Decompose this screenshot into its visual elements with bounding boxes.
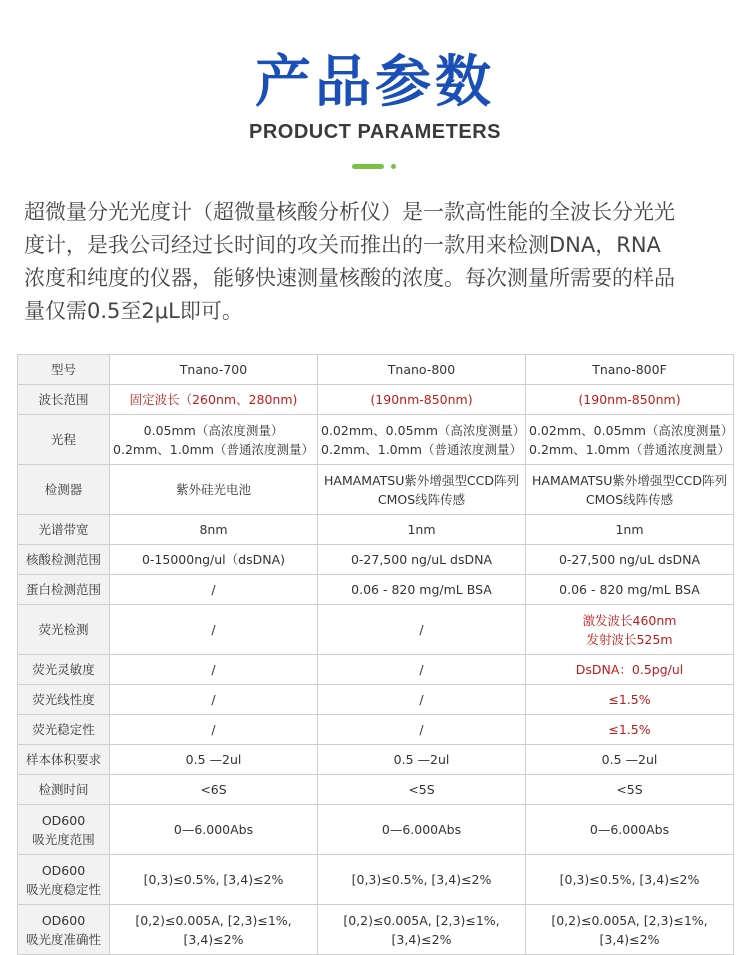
table-cell: 紫外硅光电池 bbox=[110, 465, 318, 515]
table-row bbox=[18, 715, 734, 745]
table-row bbox=[18, 655, 734, 685]
row-label bbox=[18, 855, 110, 905]
cell-line: [0,2)≤0.005A, [2,3)≤1%, bbox=[551, 912, 708, 928]
table-cell: / bbox=[318, 685, 526, 715]
table-row bbox=[18, 905, 734, 955]
row-label bbox=[18, 905, 110, 955]
table-row bbox=[18, 855, 734, 905]
table-header-row bbox=[18, 355, 734, 385]
table-cell bbox=[318, 415, 526, 465]
table-cell: 0—6.000Abs bbox=[110, 805, 318, 855]
table-row bbox=[18, 605, 734, 655]
table-cell: / bbox=[318, 655, 526, 685]
table-cell: 0—6.000Abs bbox=[318, 805, 526, 855]
cell-line: 0.05mm（高浓度测量） bbox=[143, 422, 284, 438]
table-cell: 0.06 - 820 mg/mL BSA bbox=[526, 575, 734, 605]
table-cell: ≤1.5% bbox=[526, 715, 734, 745]
cell-line: 0.02mm、0.05mm（高浓度测量） bbox=[529, 422, 734, 438]
row-label: 样本体积要求 bbox=[18, 745, 110, 775]
table-cell bbox=[318, 905, 526, 955]
table-cell: [0,3)≤0.5%, [3,4)≤2% bbox=[318, 855, 526, 905]
cell-line: 0.2mm、1.0mm（普通浓度测量） bbox=[321, 441, 522, 457]
table-row bbox=[18, 775, 734, 805]
cell-line: CMOS线阵传感 bbox=[585, 491, 674, 507]
table-row bbox=[18, 465, 734, 515]
decoration-dot bbox=[391, 164, 396, 169]
label-line: OD600 bbox=[41, 812, 86, 828]
table-cell bbox=[110, 905, 318, 955]
table-cell: 0.06 - 820 mg/mL BSA bbox=[318, 575, 526, 605]
row-label: 检测时间 bbox=[18, 775, 110, 805]
table-row bbox=[18, 745, 734, 775]
row-label: 检测器 bbox=[18, 465, 110, 515]
table-cell: 1nm bbox=[318, 515, 526, 545]
page-subtitle: PRODUCT PARAMETERS bbox=[249, 121, 501, 143]
table-cell bbox=[526, 415, 734, 465]
header-model: Tnano-700 bbox=[110, 355, 318, 385]
table-cell: / bbox=[110, 575, 318, 605]
cell-line: 0.2mm、1.0mm（普通浓度测量） bbox=[113, 441, 314, 457]
cell-line: [0,2)≤0.005A, [2,3)≤1%, bbox=[135, 912, 292, 928]
table-row bbox=[18, 415, 734, 465]
table-row bbox=[18, 805, 734, 855]
table-cell: (190nm-850nm) bbox=[526, 385, 734, 415]
table-cell: 0.5 —2ul bbox=[526, 745, 734, 775]
parameters-table bbox=[17, 354, 734, 955]
cell-line: CMOS线阵传感 bbox=[377, 491, 466, 507]
label-line: 吸光度准确性 bbox=[25, 931, 101, 947]
table-cell bbox=[526, 605, 734, 655]
table-cell: / bbox=[318, 605, 526, 655]
intro-line: 量仅需0.5至2μL即可。 bbox=[24, 299, 243, 323]
table-cell bbox=[110, 415, 318, 465]
table-cell: ≤1.5% bbox=[526, 685, 734, 715]
table-cell bbox=[526, 465, 734, 515]
table-row bbox=[18, 545, 734, 575]
intro-line: 度计，是我公司经过长时间的攻关而推出的一款用来检测DNA，RNA bbox=[24, 233, 661, 257]
table-cell: <5S bbox=[526, 775, 734, 805]
cell-line: [0,2)≤0.005A, [2,3)≤1%, bbox=[343, 912, 500, 928]
table-cell: 8nm bbox=[110, 515, 318, 545]
cell-line: 0.2mm、1.0mm（普通浓度测量） bbox=[529, 441, 730, 457]
table-cell: 0—6.000Abs bbox=[526, 805, 734, 855]
table-cell: 固定波长（260nm、280nm) bbox=[110, 385, 318, 415]
table-cell: <5S bbox=[318, 775, 526, 805]
table-cell: / bbox=[110, 685, 318, 715]
table-cell: 0.5 —2ul bbox=[110, 745, 318, 775]
table-row bbox=[18, 385, 734, 415]
row-label: 光程 bbox=[18, 415, 110, 465]
table-cell: [0,3)≤0.5%, [3,4)≤2% bbox=[526, 855, 734, 905]
table-cell: <6S bbox=[110, 775, 318, 805]
row-label: 光谱带宽 bbox=[18, 515, 110, 545]
intro-line: 浓度和纯度的仪器，能够快速测量核酸的浓度。每次测量所需要的样品 bbox=[24, 266, 675, 290]
page-title: 产品参数 bbox=[255, 50, 495, 115]
row-label: 荧光检测 bbox=[18, 605, 110, 655]
row-label: 荧光灵敏度 bbox=[18, 655, 110, 685]
cell-line: HAMAMATSU紫外增强型CCD阵列 bbox=[532, 472, 727, 488]
table-cell: / bbox=[110, 715, 318, 745]
header-model: Tnano-800F bbox=[526, 355, 734, 385]
cell-line: 0.02mm、0.05mm（高浓度测量） bbox=[321, 422, 526, 438]
label-line: OD600 bbox=[41, 862, 86, 878]
table-cell: / bbox=[318, 715, 526, 745]
row-label: 核酸检测范围 bbox=[18, 545, 110, 575]
table-cell: 1nm bbox=[526, 515, 734, 545]
table-cell: / bbox=[110, 655, 318, 685]
table-cell: 0-27,500 ng/uL dsDNA bbox=[318, 545, 526, 575]
table-cell: (190nm-850nm) bbox=[318, 385, 526, 415]
cell-line: 发射波长525m bbox=[586, 631, 673, 647]
table-cell: [0,3)≤0.5%, [3,4)≤2% bbox=[110, 855, 318, 905]
table-row bbox=[18, 685, 734, 715]
row-label: 波长范围 bbox=[18, 385, 110, 415]
row-label: 荧光稳定性 bbox=[18, 715, 110, 745]
label-line: 吸光度稳定性 bbox=[25, 881, 101, 897]
header-label: 型号 bbox=[18, 355, 110, 385]
cell-line: [3,4)≤2% bbox=[391, 931, 452, 947]
row-label bbox=[18, 805, 110, 855]
cell-line: HAMAMATSU紫外增强型CCD阵列 bbox=[324, 472, 519, 488]
intro-paragraph bbox=[24, 196, 734, 328]
table-cell: 0-27,500 ng/uL dsDNA bbox=[526, 545, 734, 575]
table-cell: / bbox=[110, 605, 318, 655]
decoration-bar bbox=[352, 164, 384, 169]
cell-line: 激发波长460nm bbox=[582, 612, 677, 628]
cell-line: [3,4)≤2% bbox=[599, 931, 660, 947]
label-line: OD600 bbox=[41, 912, 86, 928]
table-cell: 0.5 —2ul bbox=[318, 745, 526, 775]
table-row bbox=[18, 515, 734, 545]
row-label: 蛋白检测范围 bbox=[18, 575, 110, 605]
row-label: 荧光线性度 bbox=[18, 685, 110, 715]
table-cell bbox=[526, 905, 734, 955]
intro-line: 超微量分光光度计（超微量核酸分析仪）是一款高性能的全波长分光光 bbox=[24, 200, 675, 224]
label-line: 吸光度范围 bbox=[32, 831, 95, 847]
table-cell: DsDNA：0.5pg/ul bbox=[526, 655, 734, 685]
header-model: Tnano-800 bbox=[318, 355, 526, 385]
table-cell: 0-15000ng/ul（dsDNA) bbox=[110, 545, 318, 575]
table-cell bbox=[318, 465, 526, 515]
cell-line: [3,4)≤2% bbox=[183, 931, 244, 947]
table-row bbox=[18, 575, 734, 605]
